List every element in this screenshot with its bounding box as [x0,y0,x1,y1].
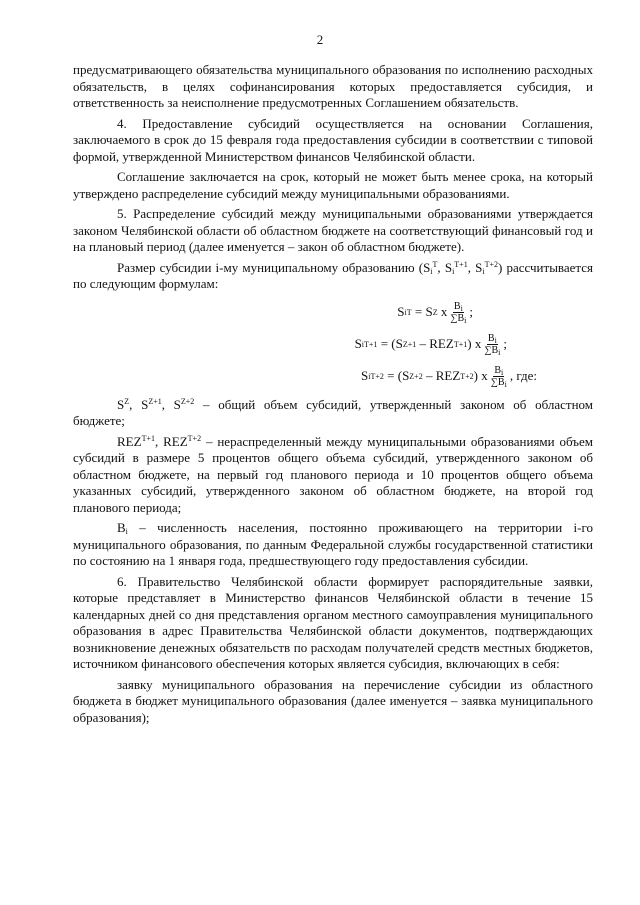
symbol-si-t: $S_i^T$ [423,259,438,276]
subsidy-size-tail: ) рассчитывается по следующим формулам: [73,259,594,291]
definition-rez: $REZ^{T+1}$, $REZ^{T+2}$ – нераспределенный между муниципальными образованиями объем субсидий в размере 5 процентов общего объема субсидий, утвержденного законом об областном бюджете, на первый год планового периода и 10 процентов общего объема указанных субсидий, утвержденного законом об областном бюджете, на второй год планового периода; [73,433,593,515]
paragraph-subsidy-size: Размер субсидии i-му муниципальному образованию ($S_i^T$, $S_i^{T+1}$, $S_i^{T+2}$) рассчитывается по следующим формулам: [73,259,594,291]
fraction-bi-over-sum: $\frac{B_i}{\sum B_i}$ [484,333,501,357]
symbol-si-t2: $S_i^{T+2}$ [475,259,498,276]
paragraph-6-orders: 6. Правительство Челябинской области формирует распорядительные заявки, которые представляет в Министерство финансов Челябинской области в течение 15 календарных дней со дня представления органом местного самоуправления муниципального образования в адрес Правительства Челябинской области документов, подтверждающих возникновение денежных обязательств по расходам получателей средств местных бюджетов, источником финансового обеспечения которых является субсидия, включающих в себя: [73,573,593,671]
formula-block [73,297,593,393]
symbol-si-t1: $S_i^{T+1}$ [444,259,468,276]
fraction-bi-over-sum: $\frac{B_i}{\sum B_i}$ [490,365,507,389]
paragraph-obligations: предусматривающего обязательства муниципального образования по исполнению расходных обязательств, в целях софинансирования которых предоставляется субсидия, и ответственность за неисполнение предусмотренных Соглашением обязательств. [73,62,593,110]
definition-s-z: $S^Z$, $S^{Z+1}$, $S^{Z+2}$ – общий объем субсидий, утвержденный законом об областном бюджете; [73,396,594,428]
formula-si-t1: S i T+1 = ( S Z+1 – REZ T+1 ) х $\frac{B_i}{\sum B_i}$ ; [354,333,507,357]
fraction-bi-over-sum: $\frac{B_i}{\sum B_i}$ [450,301,467,325]
paragraph-5-distribution: 5. Распределение субсидий между муниципальными образованиями утверждается законом Челябинской области об областном бюджете на соответствующий финансовый год и на плановый период (далее именуется – закон об областном бюджете). [73,206,593,254]
formula-si-t: S i T = S Z х $\frac{B_i}{\sum B_i}$ ; [397,301,473,325]
subsidy-size-lead: Размер субсидии i-му муниципальному образованию ( [117,259,424,275]
paragraph-application: заявку муниципального образования на перечисление субсидии из областного бюджета в бюджет муниципального образования (далее именуется – заявка муниципального образования); [73,676,593,725]
page-number: 2 [316,32,324,47]
paragraph-agreement-term: Соглашение заключается на срок, который не может быть менее срока, на который утверждено распределение субсидий между муниципальными образованиями. [73,169,593,201]
definition-bi: $B_i$ – численность населения, постоянно проживающего на территории i-го муниципального образования, по данным Федеральной службы государственной статистики по состоянию на 1 января года, предшествующего году предоставления субсидии. [73,520,593,568]
paragraph-4-agreement: 4. Предоставление субсидий осуществляется на основании Соглашения, заключаемого в срок до 15 февраля года предоставления субсидии в соответствии с типовой формой, утвержденной Министерством финансов Челябинской области. [73,115,593,164]
document-body [73,62,593,730]
formula-si-t2: S i T+2 = ( S Z+2 – REZ T+2 ) х $\frac{B_i}{\sum B_i}$ , где: [361,365,537,389]
